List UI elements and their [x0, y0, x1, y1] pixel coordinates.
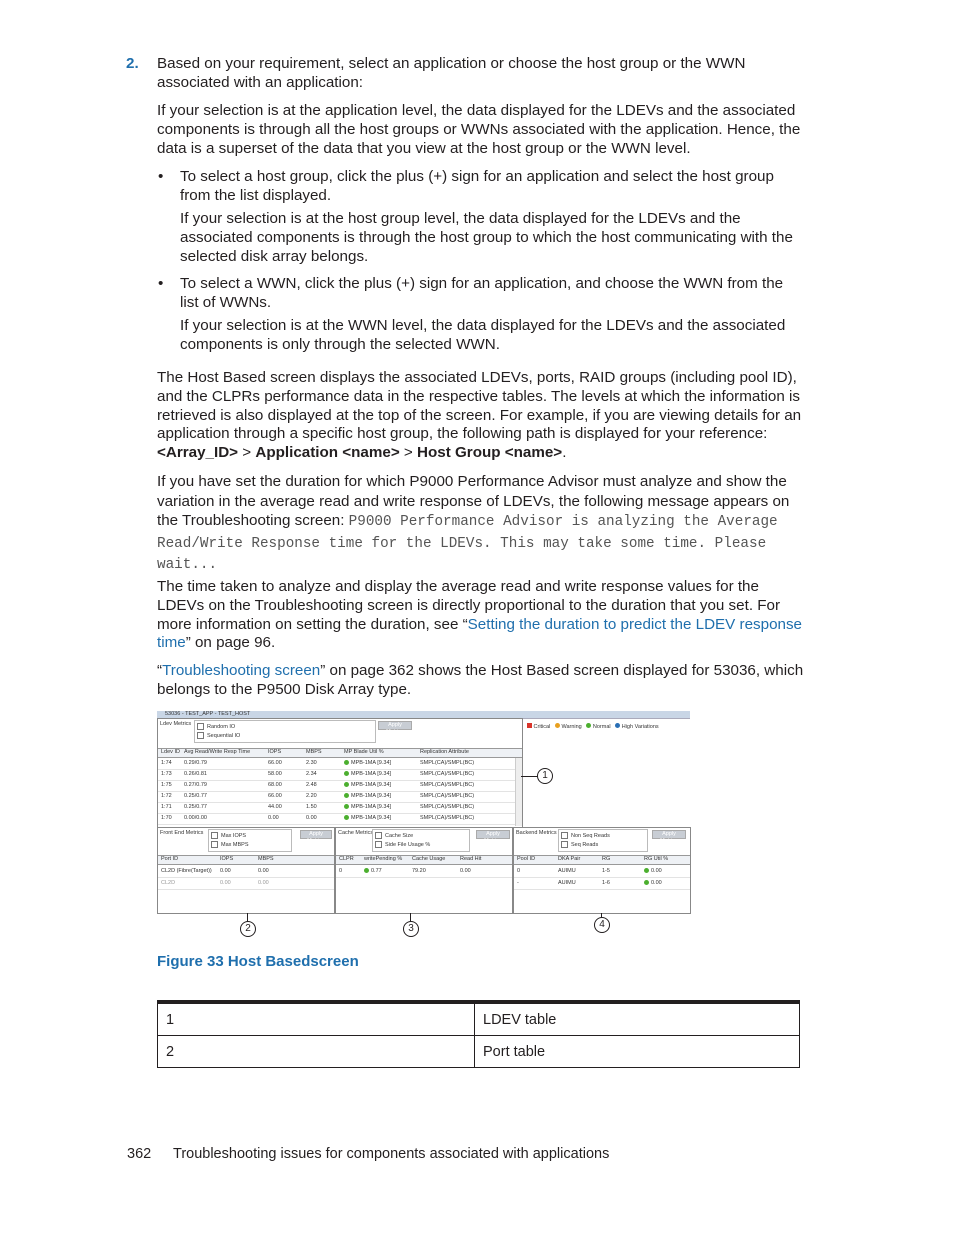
para-host-based: The Host Based screen displays the associated LDEVs, ports, RAID groups (including pool ID), and the CLPRs performance data in the respective tables. The levels at which the information is retrieved is also displayed at the top of the screen. For example, if you are viewing details for an application through a specific host group, the following path is displayed for your reference: <Array_ID> > Application <name> > Host Group <name>.	[157, 369, 802, 462]
callout-1: 1	[537, 768, 553, 784]
ldev-header: Ldev ID Avg Read/Write Resp Time IOPS MBPS MP Blade Util % Replication Attribute	[158, 748, 522, 758]
cache-size-checkbox[interactable]: Cache Size	[375, 832, 413, 839]
port-table: Front End Metrics Max IOPS Max MBPS Apply Metrics Port ID IOPS MBPS CL2D (Fibre(Target)) 0.00 0.00 CL2D 0.00 0.00	[157, 827, 335, 914]
bullet-mark: •	[158, 275, 164, 292]
para-time: The time taken to analyze and display the average read and write response values for the LDEVs on the Troubleshooting screen is directly proportional to the duration that you set. For more information on setting the duration, see “Setting the duration to predict the LDEV response time” on page 96.	[157, 578, 803, 652]
bullet-host-group: To select a host group, click the plus (+) sign for an application and select the host group from the list displayed.	[180, 168, 774, 204]
sequential-io-checkbox[interactable]: Sequential IO	[197, 732, 240, 739]
side-file-checkbox[interactable]: Side File Usage %	[375, 841, 430, 848]
table-row[interactable]: CL2D 0.00 0.00	[158, 878, 334, 890]
breadcrumb: 53036 - TEST_APP - TEST_HOST	[165, 711, 251, 717]
table-row[interactable]: 1:73 0.26/0.81 58.00 2.34 MPB-1MA [9.34] SMPL(CA)/SMPL(BC)	[158, 769, 515, 781]
normal-status-icon	[344, 782, 349, 787]
cache-apply-button[interactable]: Apply Metrics	[476, 830, 510, 839]
backend-apply-button[interactable]: Apply Metrics	[652, 830, 686, 839]
non-seq-reads-checkbox[interactable]: Non Seq Reads	[561, 832, 610, 839]
callout-3: 3	[403, 921, 419, 937]
normal-status-icon	[344, 815, 349, 820]
normal-status-icon	[344, 804, 349, 809]
normal-status-icon	[344, 760, 349, 765]
normal-status-icon	[344, 771, 349, 776]
bullet-host-group-detail: If your selection is at the host group level, the data displayed for the LDEVs and the associated components is through the host group to which the host communicating with the selected disk array belongs.	[180, 210, 793, 265]
ldev-table	[157, 718, 523, 828]
max-mbps-checkbox[interactable]: Max MBPS	[211, 841, 249, 848]
step-text: Based on your requirement, select an application or choose the host group or the WWN associated with an application:	[157, 55, 746, 91]
callout-line	[521, 776, 538, 777]
table-row[interactable]: 1:72 0.25/0.77 66.00 2.20 MPB-1MA [9.34] SMPL(CA)/SMPL(BC)	[158, 791, 515, 803]
table-row[interactable]: 0 AUIMU 1-5 0.00	[514, 866, 690, 878]
step-number: 2.	[126, 55, 139, 72]
page-number: 362	[127, 1146, 152, 1162]
bullet-mark: •	[158, 168, 164, 185]
table-row: 2 Port table	[158, 1036, 800, 1068]
analyzing-message: P9000 Performance Advisor is analyzing the Average Read/Write Response time for the LDEVs. This may take some time. Please wait...	[157, 514, 778, 574]
figure-caption: Figure 33 Host Basedscreen	[157, 953, 359, 970]
setting-duration-link[interactable]: Setting the duration to predict the LDEV response time	[157, 615, 803, 652]
callout-key-table	[157, 1000, 800, 1068]
ldev-scrollbar[interactable]	[515, 758, 522, 826]
para-reference: “Troubleshooting screen” on page 362 shows the Host Based screen displayed for 53036, which belongs to the P9500 Disk Array type.	[157, 662, 804, 698]
table-row: 1 LDEV table	[158, 1002, 800, 1036]
para-application-level: If your selection is at the application level, the data displayed for the LDEVs and the associated components is through all the host groups or WWNs associated with the application. Hence, the data is a superset of the data that you view at the host group or the WWN level.	[157, 102, 801, 157]
table-row[interactable]: 1:75 0.27/0.79 68.00 2.48 MPB-1MA [9.34] SMPL(CA)/SMPL(BC)	[158, 780, 515, 792]
ldev-metrics-label: Ldev Metrics	[160, 721, 192, 727]
random-io-checkbox[interactable]: Random IO	[197, 723, 235, 730]
bullet-wwn: To select a WWN, click the plus (+) sign for an application, and choose the WWN from the list of WWNs.	[180, 275, 784, 311]
table-row[interactable]: - AUIMU 1-6 0.00	[514, 878, 690, 890]
normal-status-icon	[644, 880, 649, 885]
max-iops-checkbox[interactable]: Max IOPS	[211, 832, 246, 839]
para-duration: If you have set the duration for which P9000 Performance Advisor must analyze and show the variation in the average read and write response of LDEVs, the following message appears on the Troubleshooting screen: P9000 Performance Advisor is analyzing the Average Read/Write Response time for the LDEVs. This may take some time. Please wait...	[157, 473, 790, 574]
footer-title: Troubleshooting issues for components associated with applications	[173, 1146, 610, 1162]
normal-status-icon	[644, 868, 649, 873]
cache-table: Cache Metrics Cache Size Side File Usage % Apply Metrics CLPR writePending % Cache Usage Read Hit 0 0.77 79.20 0.00	[335, 827, 513, 914]
status-legend: Critical Warning Normal High Variations	[527, 723, 659, 730]
normal-status-icon	[344, 793, 349, 798]
port-apply-button[interactable]: Apply Metrics	[300, 830, 332, 839]
table-row[interactable]: 1:71 0.25/0.77 44.00 1.50 MPB-1MA [9.34] SMPL(CA)/SMPL(BC)	[158, 802, 515, 814]
apply-metrics-button[interactable]: Apply Metrics	[378, 721, 412, 730]
host-based-screenshot	[157, 710, 690, 913]
troubleshooting-screen-link[interactable]: Troubleshooting screen	[162, 662, 321, 679]
seq-reads-checkbox[interactable]: Seq Reads	[561, 841, 598, 848]
callout-4: 4	[594, 917, 610, 933]
callout-2: 2	[240, 921, 256, 937]
backend-table: Backend Metrics Non Seq Reads Seq Reads Apply Metrics Pool ID DKA Pair RG RG Util % 0 AUIMU 1-5 0.00 - AUIMU 1-6 0.00	[513, 827, 691, 914]
table-row[interactable]: 0 0.77 79.20 0.00	[336, 866, 512, 878]
normal-status-icon	[364, 868, 369, 873]
ldev-metrics-box	[194, 720, 376, 743]
bullet-wwn-detail: If your selection is at the WWN level, the data displayed for the LDEVs and the associated components is only through the selected WWN.	[180, 317, 786, 353]
table-row[interactable]: CL2D (Fibre(Target)) 0.00 0.00	[158, 866, 334, 878]
table-row[interactable]: 1:74 0.29/0.79 66.00 2.30 MPB-1MA [9.34] SMPL(CA)/SMPL(BC)	[158, 758, 515, 770]
table-row[interactable]: 1:70 0.00/0.00 0.00 0.00 MPB-1MA [9.34] SMPL(CA)/SMPL(BC)	[158, 813, 515, 825]
